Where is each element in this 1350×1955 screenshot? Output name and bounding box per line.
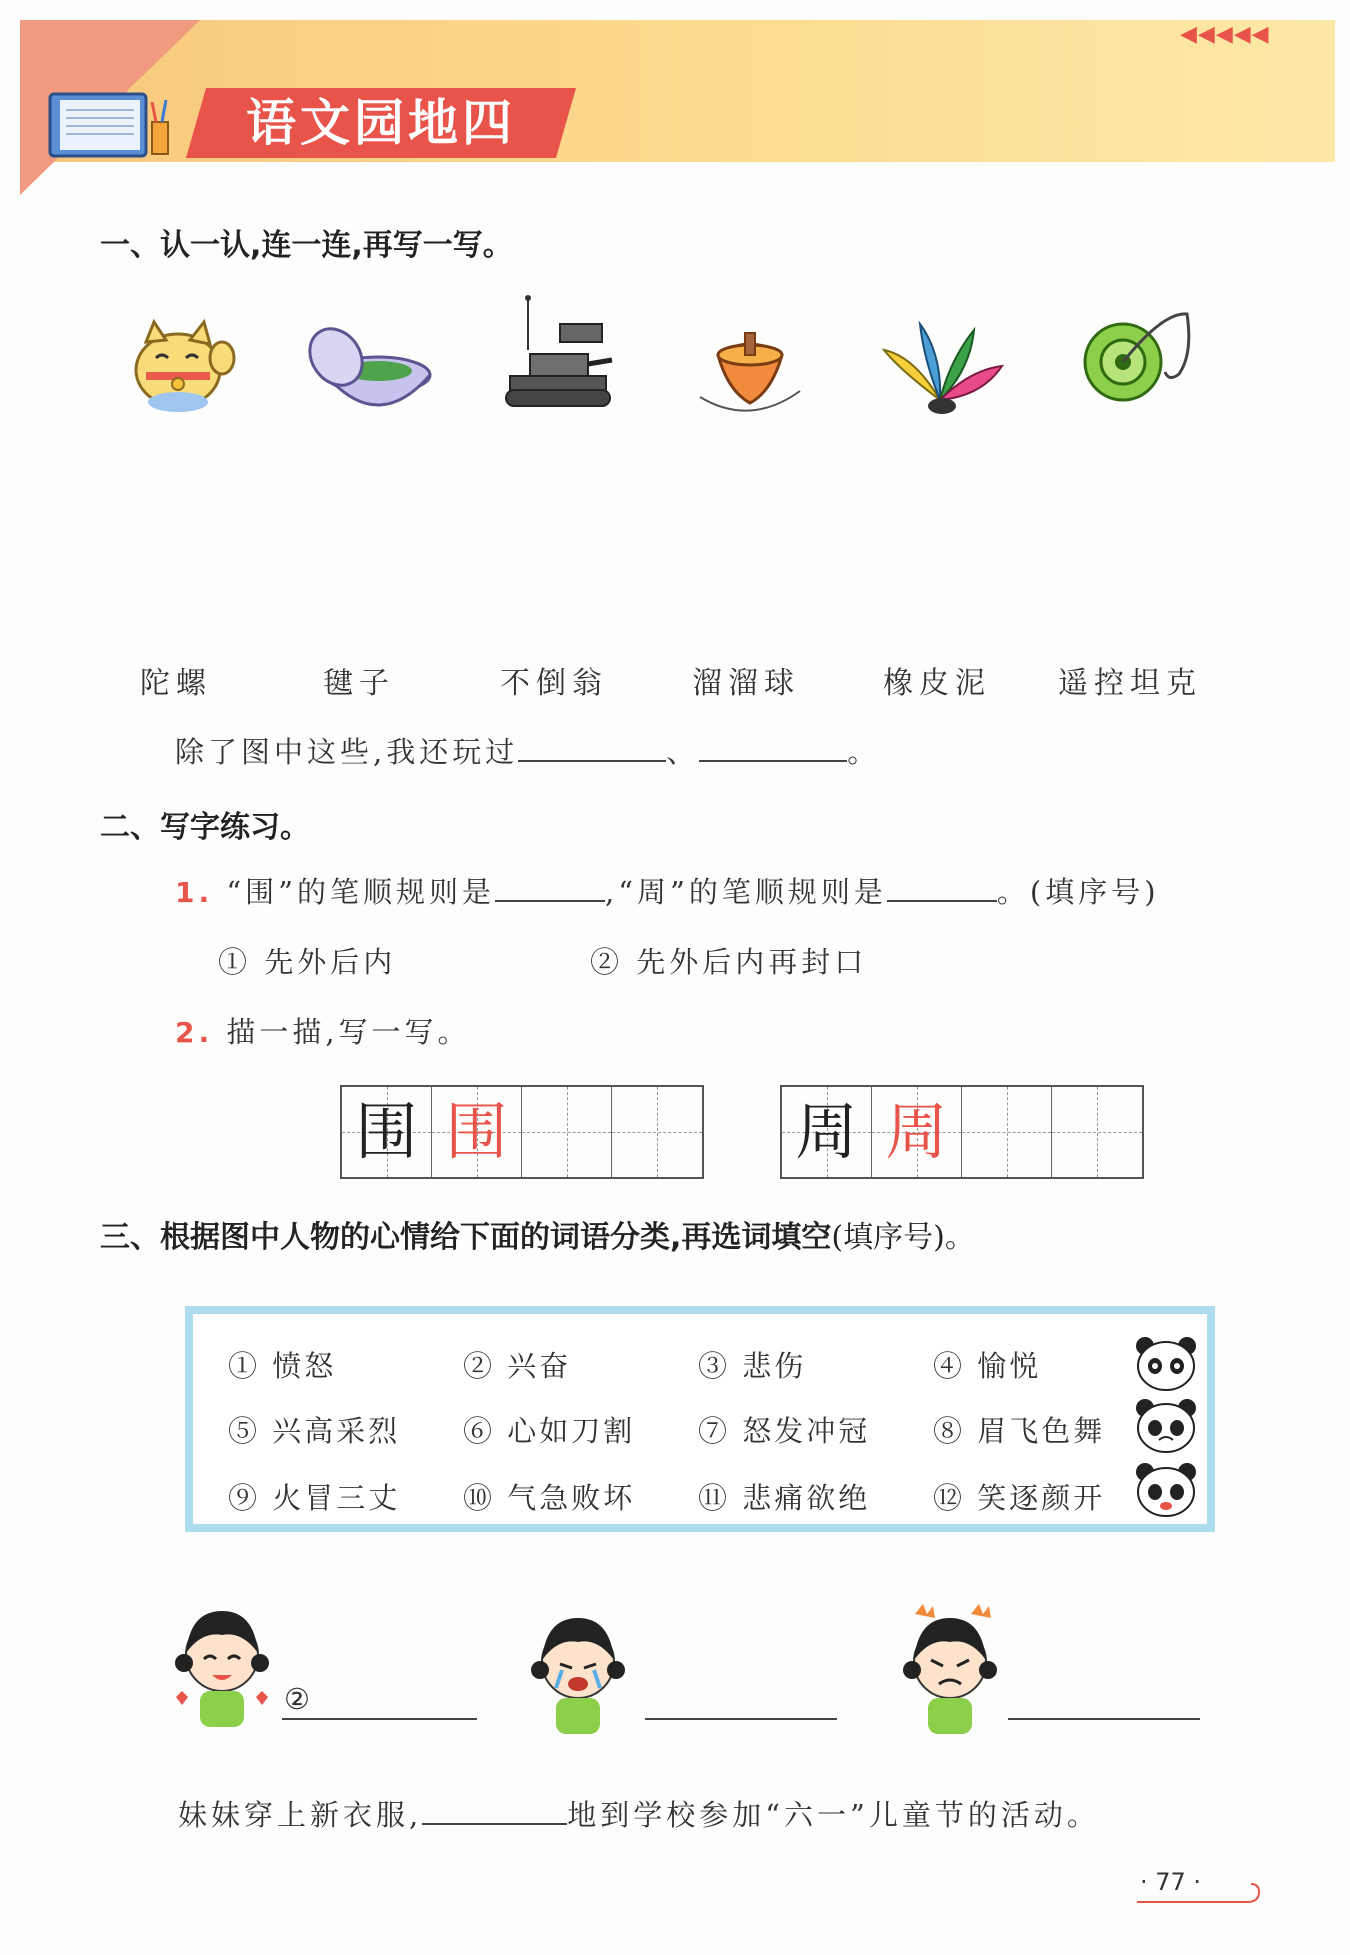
- section3-sentence: 妹妹穿上新衣服, 地到学校参加“六一”儿童节的活动。: [178, 1793, 1100, 1834]
- word-option-8: ⑧ 眉飞色舞: [933, 1414, 1106, 1448]
- word-option-9: ⑨ 火冒三丈: [228, 1481, 401, 1515]
- q1-sentence: 1. “围”的笔顺规则是 ,“周”的笔顺规则是 。(填序号): [175, 870, 1160, 911]
- word-option-7: ⑦ 怒发冲冠: [698, 1414, 871, 1448]
- writing-grid-wei: [340, 1085, 704, 1179]
- answer-blank-toy1[interactable]: [518, 730, 666, 762]
- writing-grid-zhou: [780, 1085, 1144, 1179]
- section1-heading: 一、认一认,连一连,再写一写。: [100, 228, 513, 263]
- word-option-4: ④ 愉悦: [933, 1349, 1042, 1383]
- word-xiangpini[interactable]: 橡皮泥: [883, 666, 991, 701]
- crying-girl-icon: [528, 1612, 628, 1740]
- answer-blank-sad[interactable]: [645, 1688, 837, 1720]
- write-cell[interactable]: [612, 1087, 702, 1177]
- answer-blank-happy[interactable]: ②: [282, 1688, 477, 1720]
- answer-happy: [282, 1682, 477, 1727]
- notebook-icon: [48, 88, 176, 162]
- page-title: 语文园地四: [186, 88, 576, 158]
- answer-blank-sentence[interactable]: [422, 1793, 567, 1825]
- word-budaoweng[interactable]: 不倒翁: [500, 666, 608, 701]
- word-yaokongtanke[interactable]: 遥控坦克: [1058, 666, 1202, 701]
- page-number-underline: [1135, 1878, 1265, 1908]
- word-tuoluo[interactable]: 陀螺: [140, 666, 212, 701]
- word-jianzi[interactable]: 毽子: [323, 666, 395, 701]
- shuttlecock-icon: [880, 320, 1005, 420]
- answer-blank-wei[interactable]: [495, 870, 605, 902]
- word-option-3: ③ 悲伤: [698, 1349, 807, 1383]
- model-cell: 周: [782, 1087, 872, 1177]
- section2-heading: 二、写字练习。: [100, 810, 310, 845]
- answer-blank-angry[interactable]: [1008, 1688, 1200, 1720]
- bowl-of-clay-icon: [300, 325, 435, 415]
- q1-option-1: ① 先外后内: [218, 945, 397, 979]
- q1-option-2: ② 先外后内再封口: [590, 945, 868, 979]
- toy-tank-icon: [500, 290, 620, 415]
- page-number: · 77 ·: [1140, 1868, 1202, 1896]
- word-option-5: ⑤ 兴高采烈: [228, 1414, 401, 1448]
- arrow-decoration: ◀◀◀◀◀: [1180, 22, 1270, 47]
- write-cell[interactable]: [1052, 1087, 1142, 1177]
- word-option-12: ⑫ 笑逐颜开: [933, 1481, 1106, 1515]
- answer-blank-zhou[interactable]: [887, 870, 997, 902]
- word-option-1: ① 愤怒: [228, 1349, 337, 1383]
- trace-cell[interactable]: 围: [432, 1087, 522, 1177]
- lucky-cat-icon: [120, 318, 245, 418]
- write-cell[interactable]: [962, 1087, 1052, 1177]
- answer-blank-toy2[interactable]: [699, 730, 847, 762]
- spinning-top-icon: [690, 325, 810, 420]
- q2-instruction: 2. 描一描,写一写。: [175, 1015, 471, 1049]
- trace-cell[interactable]: 周: [872, 1087, 962, 1177]
- section3-heading: 三、根据图中人物的心情给下面的词语分类,再选词填空(填序号)。: [100, 1220, 975, 1255]
- answer-sad: [645, 1688, 837, 1727]
- answer-angry: [1008, 1688, 1200, 1727]
- word-option-2: ② 兴奋: [463, 1349, 572, 1383]
- word-option-6: ⑥ 心如刀割: [463, 1414, 636, 1448]
- section1-sentence: 除了图中这些,我还玩过 、 。: [175, 730, 880, 771]
- word-option-11: ⑪ 悲痛欲绝: [698, 1481, 871, 1515]
- word-bank-box: [185, 1306, 1215, 1532]
- panda-faces-icon: [1133, 1332, 1199, 1522]
- word-liuliuqiu[interactable]: 溜溜球: [692, 666, 800, 701]
- happy-girl-icon: [172, 1605, 272, 1735]
- word-option-10: ⑩ 气急败坏: [463, 1481, 636, 1515]
- angry-girl-icon: [895, 1600, 1005, 1740]
- yoyo-icon: [1075, 310, 1200, 410]
- model-cell: 围: [342, 1087, 432, 1177]
- toy-word-row: [140, 658, 1220, 702]
- write-cell[interactable]: [522, 1087, 612, 1177]
